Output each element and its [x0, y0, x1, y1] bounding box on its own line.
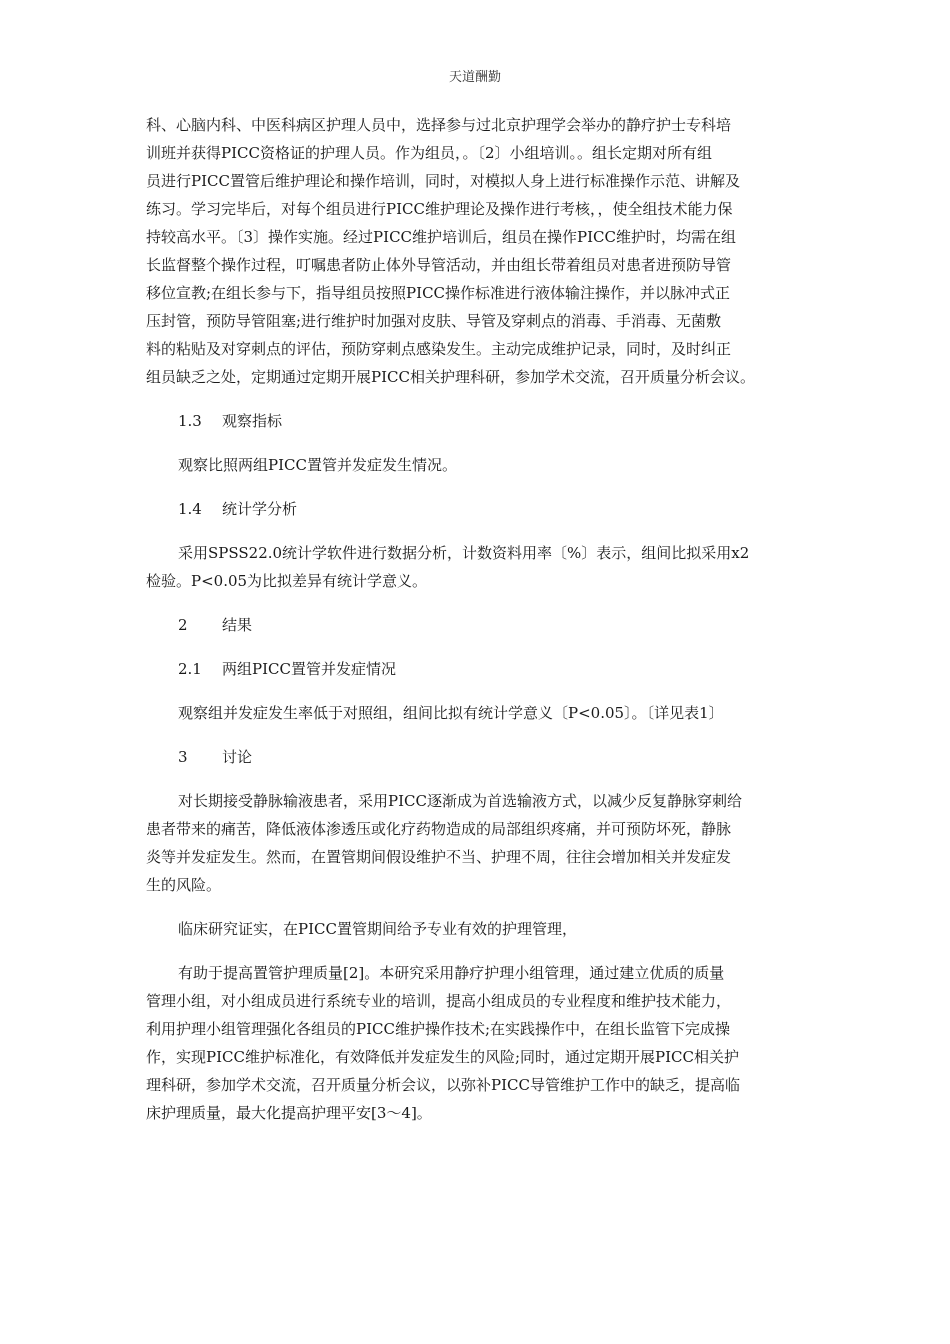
paragraph-line: 科、心脑内科、中医科病区护理人员中，选择参与过北京护理学会举办的静疗护士专科培: [146, 116, 732, 134]
section-number: 2.1: [178, 660, 202, 678]
paragraph-line: 作，实现PICC维护标准化，有效降低并发症发生的风险;同时，通过定期开展PICC相关护: [146, 1048, 740, 1066]
paragraph-line: 观察比照两组PICC置管并发症发生情况。: [178, 456, 457, 474]
section-title: 观察指标: [222, 412, 283, 430]
section-number: 1.4: [178, 500, 202, 518]
paragraph-line: 持较高水平。〔3〕操作实施。经过PICC维护培训后，组员在操作PICC维护时，均需在组: [146, 228, 736, 246]
section-heading: [146, 611, 818, 639]
paragraph-line: 管理小组，对小组成员进行系统专业的培训，提高小组成员的专业程度和维护技术能力，: [146, 992, 732, 1010]
paragraph-line: 组员缺乏之处，定期通过定期开展PICC相关护理科研，参加学术交流，召开质量分析会议。: [146, 368, 755, 386]
paragraph-line: 有助于提高置管护理质量[2]。本研究采用静疗护理小组管理，通过建立优质的质量: [178, 964, 725, 982]
paragraph-line: 料的粘贴及对穿刺点的评估，预防穿刺点感染发生。主动完成维护记录，同时，及时纠正: [146, 340, 732, 358]
section-title: 统计学分析: [222, 500, 298, 518]
paragraph-line: 观察组并发症发生率低于对照组，组间比拟有统计学意义〔P<0.05〕。〔详见表1〕: [178, 704, 724, 722]
paragraph-line: 长监督整个操作过程，叮嘱患者防止体外导管活动，并由组长带着组员对患者进预防导管: [146, 256, 732, 274]
section-heading: [146, 655, 818, 683]
section-title: 讨论: [222, 748, 253, 766]
paragraph-line: 利用护理小组管理强化各组员的PICC维护操作技术;在实践操作中，在组长监管下完成操: [146, 1020, 731, 1038]
document-body: [146, 111, 818, 1143]
paragraph-line: 生的风险。: [146, 876, 222, 894]
section-heading: [146, 743, 818, 771]
paragraph: [146, 787, 818, 899]
paragraph: [146, 959, 818, 1127]
paragraph-line: 炎等并发症发生。然而，在置管期间假设维护不当、护理不周，往往会增加相关并发症发: [146, 848, 732, 866]
paragraph-line: 采用SPSS22.0统计学软件进行数据分析，计数资料用率〔%〕表示，组间比拟采用x2: [178, 544, 750, 562]
paragraph-line: 员进行PICC置管后维护理论和操作培训，同时，对模拟人身上进行标准操作示范、讲解及: [146, 172, 740, 190]
section-heading: [146, 495, 818, 523]
section-title: 两组PICC置管并发症情况: [222, 660, 396, 678]
section-number: 1.3: [178, 412, 202, 430]
paragraph-line: 练习。学习完毕后，对每个组员进行PICC维护理论及操作进行考核，，使全组技术能力保: [146, 200, 733, 218]
paragraph: [146, 451, 818, 479]
paragraph-line: 床护理质量，最大化提高护理平安[3～4]。: [146, 1104, 432, 1122]
paragraph-line: 对长期接受静脉输液患者，采用PICC逐渐成为首选输液方式，以减少反复静脉穿刺给: [178, 792, 742, 810]
paragraph-line: 压封管，预防导管阻塞;进行维护时加强对皮肤、导管及穿刺点的消毒、手消毒、无菌敷: [146, 312, 722, 330]
paragraph-line: 临床研究证实，在PICC置管期间给予专业有效的护理管理，: [178, 920, 577, 938]
paragraph: [146, 699, 818, 727]
section-heading: [146, 407, 818, 435]
paragraph: [146, 539, 818, 595]
paragraph: [146, 111, 818, 391]
paragraph-line: 患者带来的痛苦，降低液体渗透压或化疗药物造成的局部组织疼痛，并可预防坏死，静脉: [146, 820, 732, 838]
section-title: 结果: [222, 616, 253, 634]
paragraph-line: 训班并获得PICC资格证的护理人员。作为组员，。〔2〕小组培训。。组长定期对所有组: [146, 144, 713, 162]
paragraph-line: 移位宣教;在组长参与下，指导组员按照PICC操作标准进行液体输注操作，并以脉冲式正: [146, 284, 731, 302]
paragraph-line: 检验。P<0.05为比拟差异有统计学意义。: [146, 572, 428, 590]
page-header: 天道酬勤: [448, 70, 501, 85]
paragraph-line: 理科研，参加学术交流，召开质量分析会议，以弥补PICC导管维护工作中的缺乏，提高临: [146, 1076, 740, 1094]
section-number: 2: [178, 616, 188, 634]
section-number: 3: [178, 748, 188, 766]
paragraph: [146, 915, 818, 943]
